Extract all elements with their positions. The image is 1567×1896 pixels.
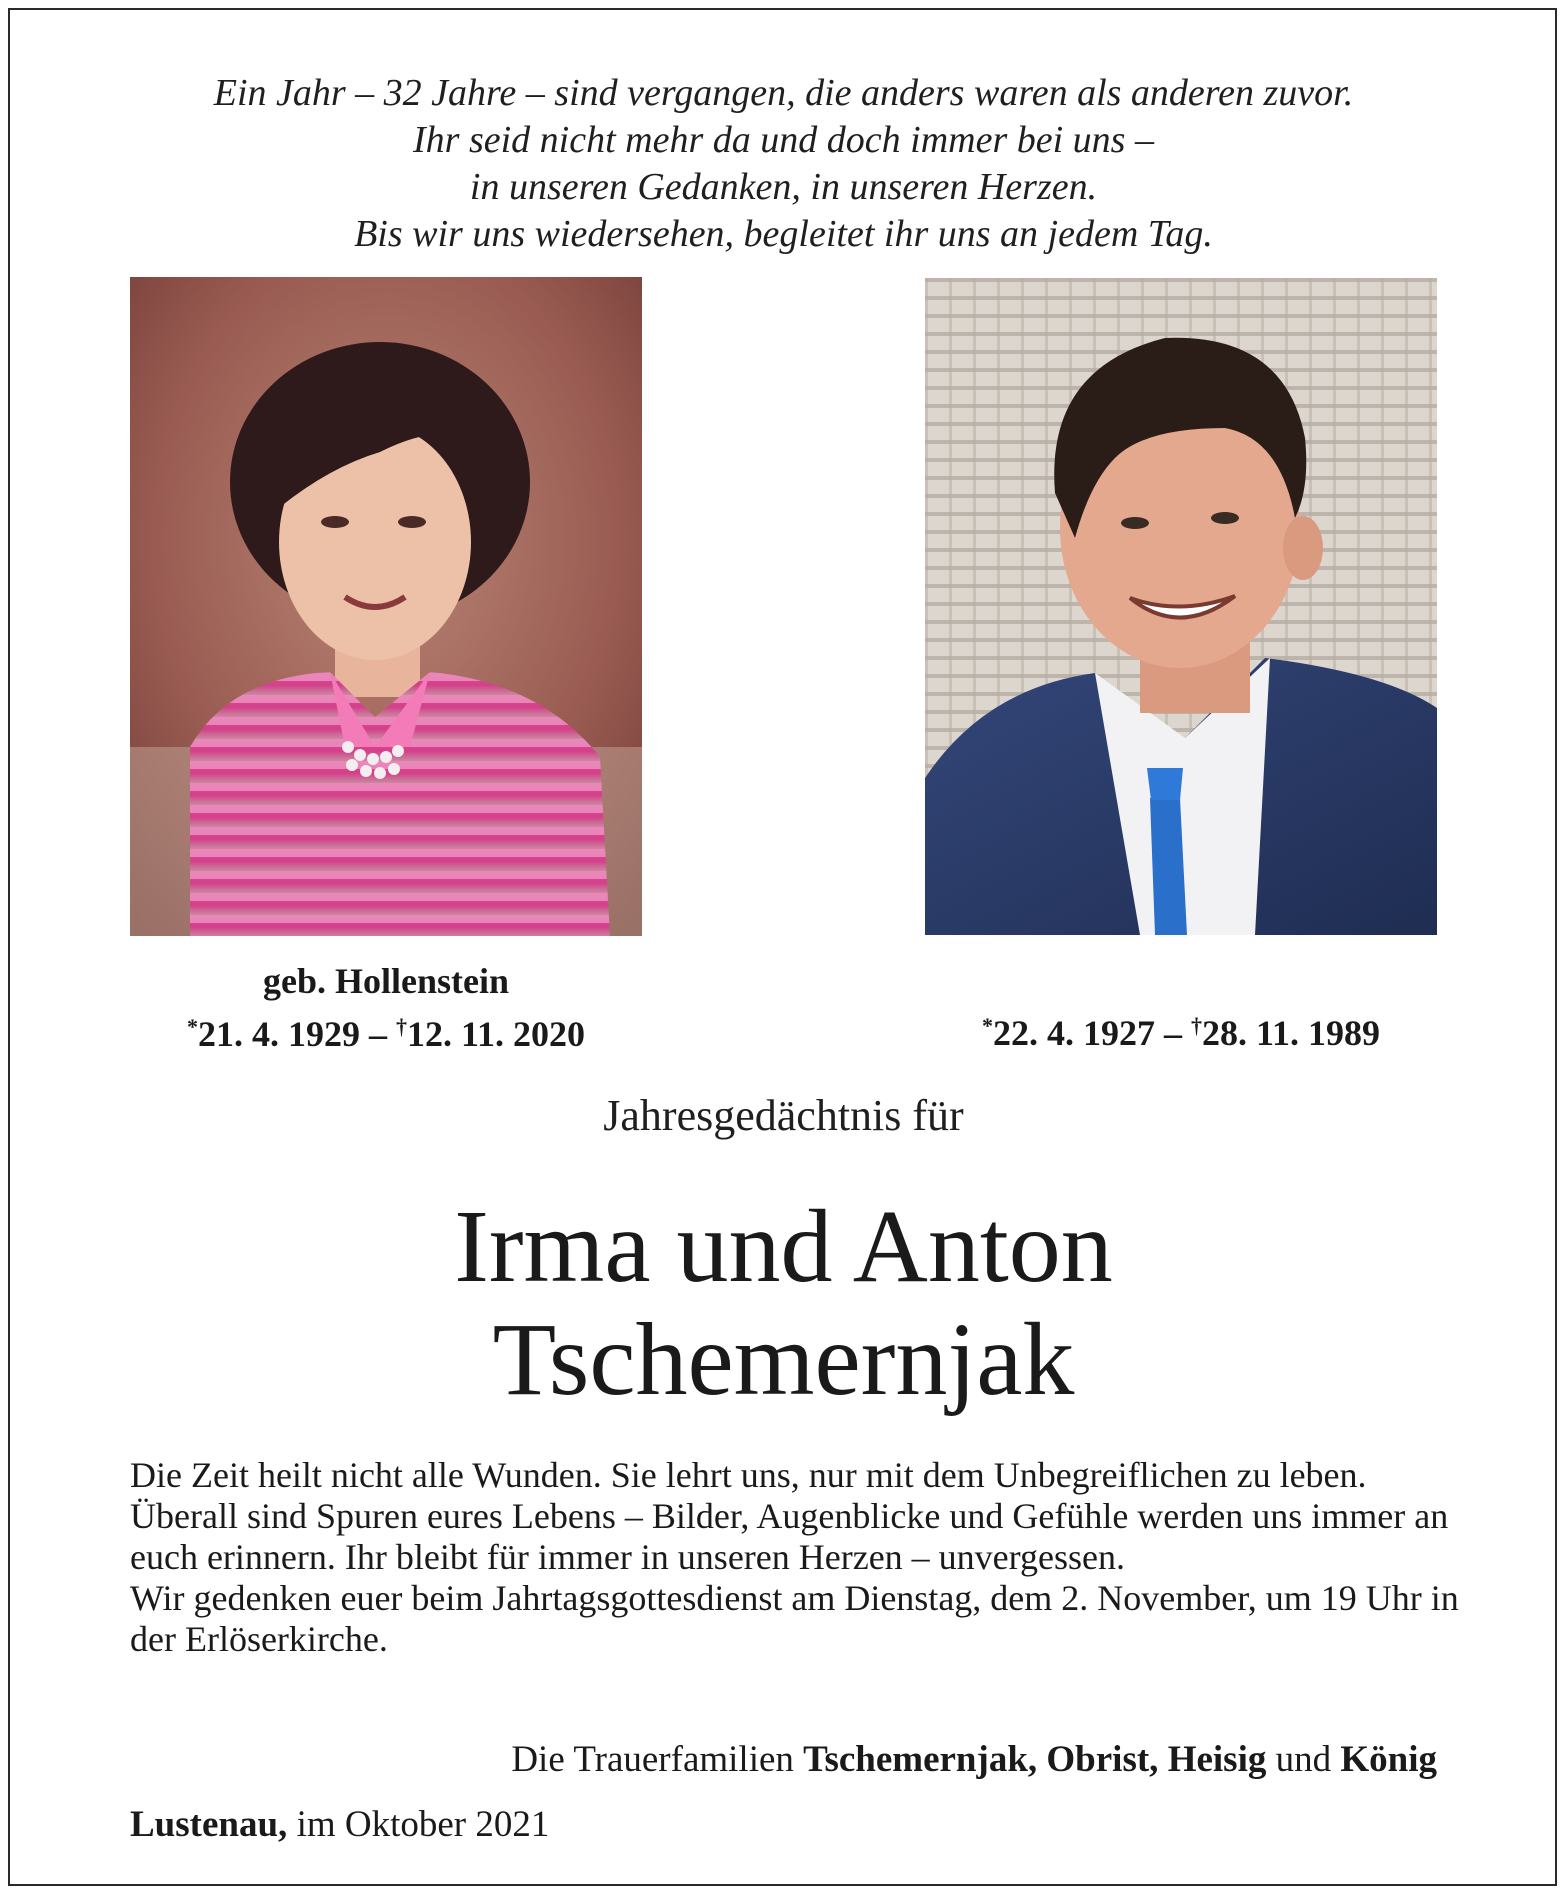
- anton-caption: [925, 1003, 1437, 1056]
- memorial-paragraph: Die Zeit heilt nicht alle Wunden. Sie lehrt uns, nur mit dem Unbegreiflichen zu leben. Überall sind Spuren eures Lebens – Bilder, Augenblicke und Gefühle werden uns immer an euch erinnern. Ihr bleibt für immer in unseren Herzen – unvergessen.: [130, 1455, 1449, 1577]
- poem-line: Ein Jahr – 32 Jahre – sind vergangen, die anders waren als anderen zuvor.: [213, 72, 1354, 114]
- names-line-2: Tschemernjak: [492, 1302, 1075, 1417]
- portrait-anton: [925, 278, 1437, 935]
- irma-maiden-name: geb. Hollenstein: [262, 961, 509, 1001]
- anton-birth-date: 22. 4. 1927: [992, 1013, 1155, 1053]
- family-name: König: [1340, 1739, 1437, 1780]
- irma-caption: [130, 958, 642, 1057]
- memorial-text: [130, 1455, 1460, 1660]
- death-symbol: †: [1190, 1013, 1202, 1038]
- death-symbol: †: [395, 1014, 407, 1039]
- family-prefix: Die Trauerfamilien: [511, 1739, 804, 1780]
- date-separator: –: [1154, 1013, 1191, 1053]
- birth-symbol: *: [186, 1014, 198, 1039]
- memorial-intro: Jahresgedächtnis für: [603, 1091, 964, 1140]
- poem-line: Ihr seid nicht mehr da und doch immer bei uns –: [413, 119, 1154, 161]
- mourning-families: [130, 1738, 1437, 1781]
- memorial-poem: [0, 70, 1567, 258]
- poem-line: in unseren Gedanken, in unseren Herzen.: [469, 166, 1098, 208]
- irma-dates: [130, 1004, 642, 1057]
- poem-line: Bis wir uns wiedersehen, begleitet ihr uns an jedem Tag.: [354, 213, 1213, 255]
- portrait-irma-image: [130, 277, 642, 936]
- deceased-names: [0, 1190, 1567, 1416]
- place-town: Lustenau,: [130, 1804, 288, 1845]
- service-paragraph: Wir gedenken euer beim Jahrtagsgottesdienst am Dienstag, dem 2. November, um 19 Uhr in der Erlöserkirche.: [130, 1578, 1459, 1659]
- family-name: Tschemernjak,: [803, 1739, 1038, 1780]
- anton-death-date: 28. 11. 1989: [1201, 1013, 1380, 1053]
- place-and-date: [130, 1803, 549, 1846]
- names-line-1: Irma und Anton: [454, 1189, 1113, 1304]
- date-separator: –: [359, 1014, 396, 1054]
- family-joiner: und: [1266, 1739, 1341, 1780]
- portrait-irma: [130, 277, 642, 936]
- place-date: im Oktober 2021: [287, 1804, 550, 1845]
- irma-birth-date: 21. 4. 1929: [197, 1014, 360, 1054]
- irma-death-date: 12. 11. 2020: [406, 1014, 585, 1054]
- portrait-anton-image: [925, 278, 1437, 935]
- family-name: Obrist,: [1046, 1739, 1159, 1780]
- birth-symbol: *: [981, 1013, 993, 1038]
- family-name: Heisig: [1167, 1739, 1267, 1780]
